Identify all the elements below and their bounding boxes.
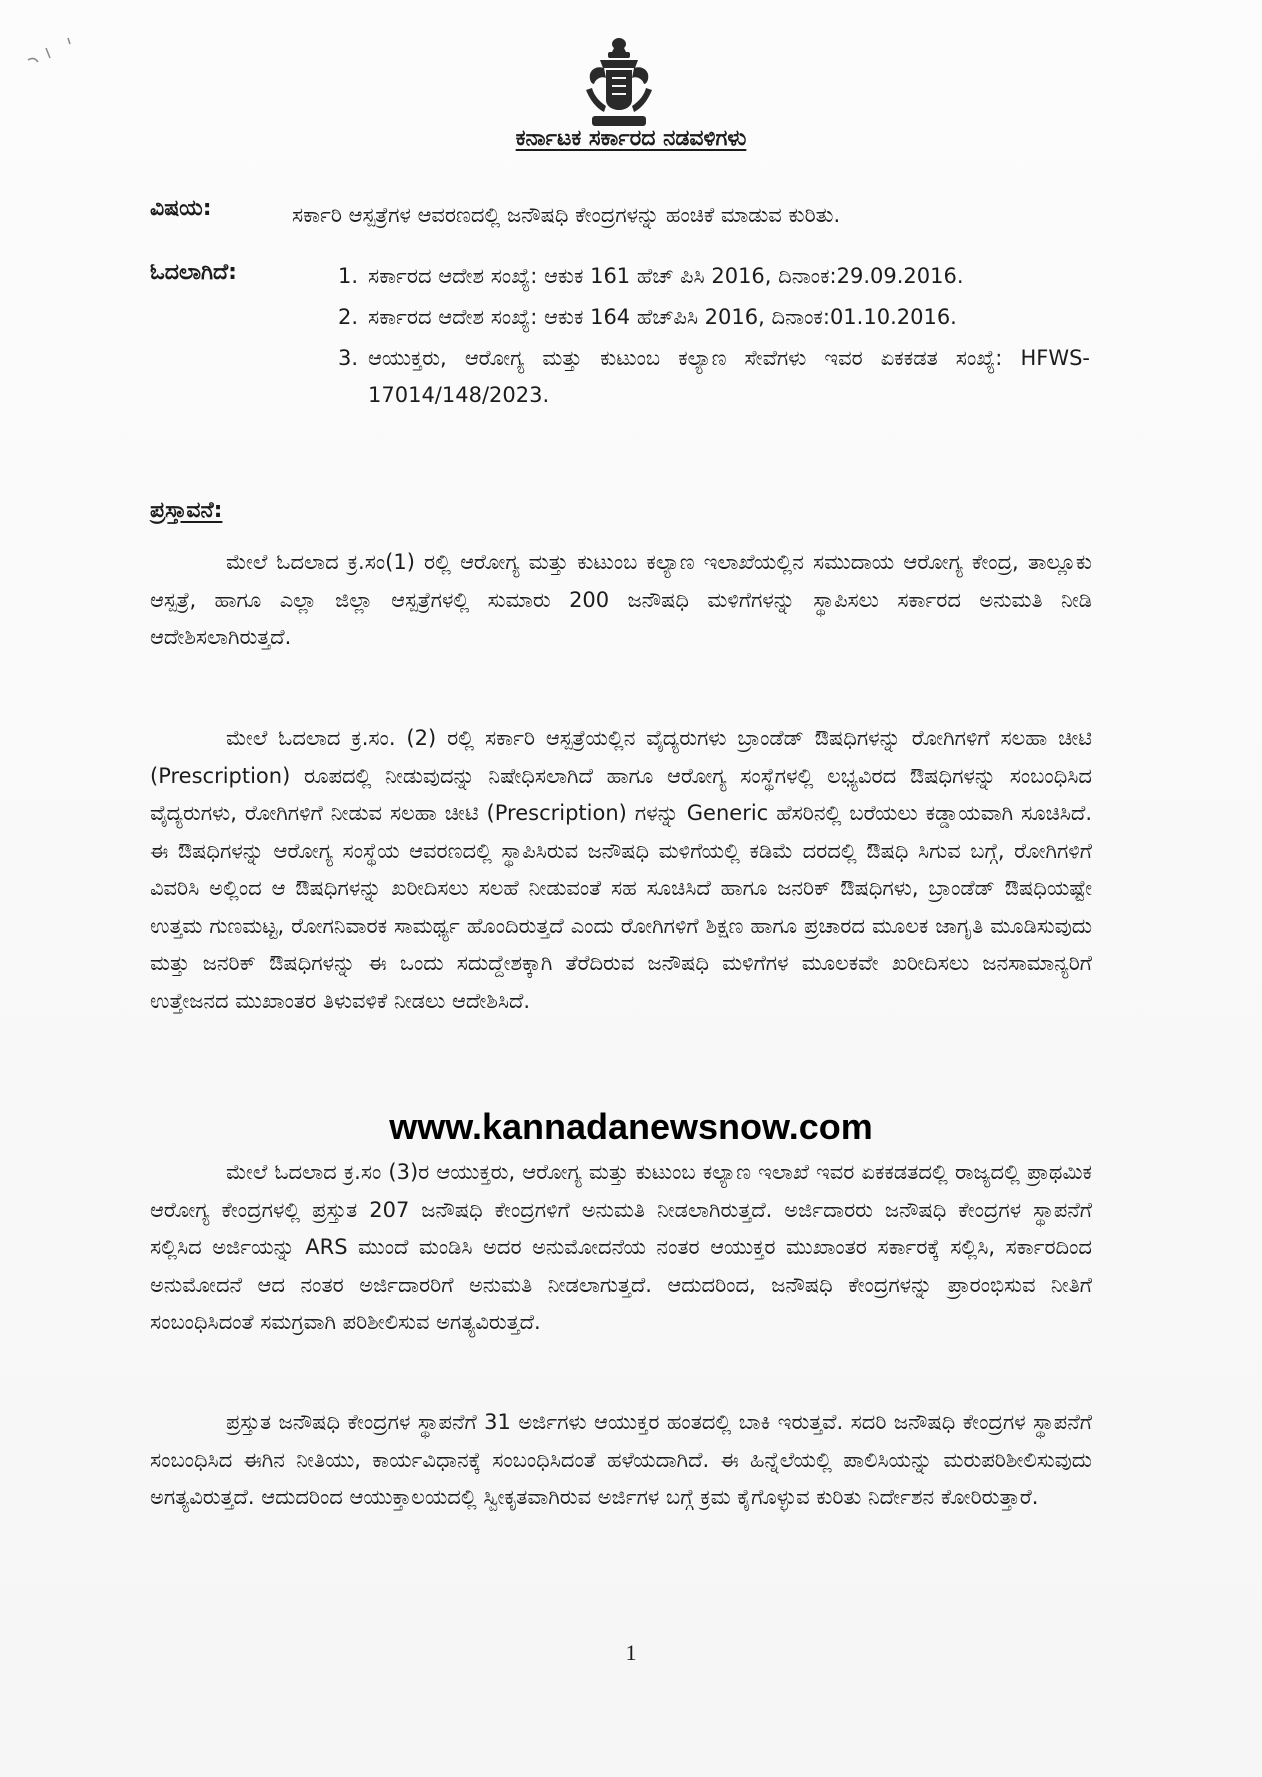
watermark-url: www.kannadanewsnow.com <box>389 1106 873 1147</box>
reference-number: 2. <box>338 305 359 329</box>
scan-marks <box>18 30 98 100</box>
reference-number: 3. <box>338 346 359 370</box>
references-label: ಓದಲಾಗಿದೆ: <box>150 260 237 285</box>
reference-item <box>338 258 1090 295</box>
reference-text: ಸರ್ಕಾರದ ಆದೇಶ ಸಂಖ್ಯೆ: ಆಕುಕ 164 ಹೆಚ್‌ಪಿಸಿ 2016, ದಿನಾಂಕ:01.10.2016. <box>368 305 957 329</box>
reference-item <box>338 340 1090 414</box>
references-list <box>338 258 1090 418</box>
preamble-paragraph-3: ಮೇಲೆ ಓದಲಾದ ಕ್ರ.ಸಂ (3)ರ ಆಯುಕ್ತರು, ಆರೋಗ್ಯ ಮತ್ತು ಕುಟುಂಬ ಕಲ್ಯಾಣ ಇಲಾಖೆ ಇವರ ಏಕಕಡತದಲ್ಲಿ ರಾಜ್ಯದಲ್ಲಿ ಪ್ರಾಥಮಿಕ ಆರೋಗ್ಯ ಕೇಂದ್ರಗಳಲ್ಲಿ ಪ್ರಸ್ತುತ 207 ಜನೌಷಧಿ ಕೇಂದ್ರಗಳಿಗೆ ಅನುಮತಿ ನೀಡಲಾಗಿರುತ್ತದೆ. ಅರ್ಜಿದಾರರು ಜನೌಷಧಿ ಕೇಂದ್ರಗಳ ಸ್ಥಾಪನೆಗೆ ಸಲ್ಲಿಸಿದ ಅರ್ಜಿಯನ್ನು ARS ಮುಂದೆ ಮಂಡಿಸಿ ಅದರ ಅನುಮೋದನೆಯ ನಂತರ ಆಯುಕ್ತರ ಮುಖಾಂತರ ಸರ್ಕಾರಕ್ಕೆ ಸಲ್ಲಿಸಿ, ಸರ್ಕಾರದಿಂದ ಅನುಮೋದನೆ ಆದ ನಂತರ ಅರ್ಜಿದಾರರಿಗೆ ಅನುಮತಿ ನೀಡಲಾಗುತ್ತದೆ. ಆದುದರಿಂದ, ಜನೌಷಧಿ ಕೇಂದ್ರಗಳನ್ನು ಪ್ರಾರಂಭಿಸುವ ನೀತಿಗೆ ಸಂಬಂಧಿಸಿದಂತೆ ಸಮಗ್ರವಾಗಿ ಪರಿಶೀಲಿಸುವ ಅಗತ್ಯವಿರುತ್ತದೆ. <box>150 1160 1092 1334</box>
subject-label: ವಿಷಯ: <box>150 196 212 221</box>
preamble-heading: ಪ್ರಸ್ತಾವನೆ: <box>150 498 223 523</box>
subject-text: ಸರ್ಕಾರಿ ಆಸ್ಪತ್ರೆಗಳ ಆವರಣದಲ್ಲಿ ಜನೌಷಧಿ ಕೇಂದ್ರಗಳನ್ನು ಹಂಚಿಕೆ ಮಾಡುವ ಕುರಿತು. <box>292 203 841 227</box>
document-title: ಕರ್ನಾಟಕ ಸರ್ಕಾರದ ನಡವಳಿಗಳು <box>515 126 747 151</box>
preamble-paragraph-2: ಮೇಲೆ ಓದಲಾದ ಕ್ರ.ಸಂ. (2) ರಲ್ಲಿ ಸರ್ಕಾರಿ ಆಸ್ಪತ್ರೆಯಲ್ಲಿನ ವೈದ್ಯರುಗಳು ಬ್ರಾಂಡೆಡ್ ಔಷಧಿಗಳನ್ನು ರೋಗಿಗಳಿಗೆ ಸಲಹಾ ಚೀಟಿ (Prescription) ರೂಪದಲ್ಲಿ ನೀಡುವುದನ್ನು ನಿಷೇಧಿಸಲಾಗಿದೆ ಹಾಗೂ ಆರೋಗ್ಯ ಸಂಸ್ಥೆಗಳಲ್ಲಿ ಲಭ್ಯವಿರದ ಔಷಧಿಗಳನ್ನು ಸಂಬಂಧಿಸಿದ ವೈದ್ಯರುಗಳು, ರೋಗಿಗಳಿಗೆ ನೀಡುವ ಸಲಹಾ ಚೀಟಿ (Prescription) ಗಳನ್ನು Generic ಹೆಸರಿನಲ್ಲಿ ಬರೆಯಲು ಕಡ್ಡಾಯವಾಗಿ ಸೂಚಿಸಿದೆ. ಈ ಔಷಧಿಗಳನ್ನು ಆರೋಗ್ಯ ಸಂಸ್ಥೆಯ ಆವರಣದಲ್ಲಿ ಸ್ಥಾಪಿಸಿರುವ ಜನೌಷಧಿ ಮಳಿಗೆಯಲ್ಲಿ ಕಡಿಮೆ ದರದಲ್ಲಿ ಔಷಧಿ ಸಿಗುವ ಬಗ್ಗೆ, ರೋಗಿಗಳಿಗೆ ವಿವರಿಸಿ ಅಲ್ಲಿಂದ ಆ ಔಷಧಿಗಳನ್ನು ಖರೀದಿಸಲು ಸಲಹೆ ನೀಡುವಂತೆ ಸಹ ಸೂಚಿಸಿದೆ ಹಾಗೂ ಜನರಿಕ್ ಔಷಧಿಗಳು, ಬ್ರಾಂಡೆಡ್ ಔಷಧಿಯಷ್ಟೇ ಉತ್ತಮ ಗುಣಮಟ್ಟ, ರೋಗನಿವಾರಕ ಸಾಮರ್ಥ್ಯ ಹೊಂದಿರುತ್ತದೆ ಎಂದು ರೋಗಿಗಳಿಗೆ ಶಿಕ್ಷಣ ಹಾಗೂ ಪ್ರಚಾರದ ಮೂಲಕ ಜಾಗೃತಿ ಮೂಡಿಸುವುದು ಮತ್ತು ಜನರಿಕ್ ಔಷಧಿಗಳನ್ನು ಈ ಒಂದು ಸದುದ್ದೇಶಕ್ಕಾಗಿ ತೆರೆದಿರುವ ಜನೌಷಧಿ ಮಳಿಗೆಗಳ ಮೂಲಕವೇ ಖರೀದಿಸಲು ಜನಸಾಮಾನ್ಯರಿಗೆ ಉತ್ತೇಜನದ ಮುಖಾಂತರ ತಿಳುವಳಿಕೆ ನೀಡಲು ಆದೇಶಿಸಿದೆ. <box>150 726 1092 1013</box>
page-number: 1 <box>625 1640 637 1665</box>
reference-text: ಆಯುಕ್ತರು, ಆರೋಗ್ಯ ಮತ್ತು ಕುಟುಂಬ ಕಲ್ಯಾಣ ಸೇವೆಗಳು ಇವರ ಏಕಕಡತ ಸಂಖ್ಯೆ: HFWS-17014/148/2023. <box>368 346 1090 407</box>
reference-text: ಸರ್ಕಾರದ ಆದೇಶ ಸಂಖ್ಯೆ: ಆಕುಕ 161 ಹೆಚ್ ಪಿಸಿ 2016, ದಿನಾಂಕ:29.09.2016. <box>368 264 964 288</box>
state-emblem-icon <box>578 34 660 134</box>
preamble-paragraph-4: ಪ್ರಸ್ತುತ ಜನೌಷಧಿ ಕೇಂದ್ರಗಳ ಸ್ಥಾಪನೆಗೆ 31 ಅರ್ಜಿಗಳು ಆಯುಕ್ತರ ಹಂತದಲ್ಲಿ ಬಾಕಿ ಇರುತ್ತವೆ. ಸದರಿ ಜನೌಷಧಿ ಕೇಂದ್ರಗಳ ಸ್ಥಾಪನೆಗೆ ಸಂಬಂಧಿಸಿದ ಈಗಿನ ನೀತಿಯು, ಕಾರ್ಯವಿಧಾನಕ್ಕೆ ಸಂಬಂಧಿಸಿದಂತೆ ಹಳೆಯದಾಗಿದೆ. ಈ ಹಿನ್ನೆಲೆಯಲ್ಲಿ ಪಾಲಿಸಿಯನ್ನು ಮರುಪರಿಶೀಲಿಸುವುದು ಅಗತ್ಯವಿರುತ್ತದೆ. ಆದುದರಿಂದ ಆಯುಕ್ತಾಲಯದಲ್ಲಿ ಸ್ವೀಕೃತವಾಗಿರುವ ಅರ್ಜಿಗಳ ಬಗ್ಗೆ ಕ್ರಮ ಕೈಗೊಳ್ಳುವ ಕುರಿತು ನಿರ್ದೇಶನ ಕೋರಿರುತ್ತಾರೆ. <box>150 1410 1092 1509</box>
reference-item <box>338 299 1090 336</box>
preamble-paragraph-1: ಮೇಲೆ ಓದಲಾದ ಕ್ರ.ಸಂ(1) ರಲ್ಲಿ ಆರೋಗ್ಯ ಮತ್ತು ಕುಟುಂಬ ಕಲ್ಯಾಣ ಇಲಾಖೆಯಲ್ಲಿನ ಸಮುದಾಯ ಆರೋಗ್ಯ ಕೇಂದ್ರ, ತಾಲ್ಲೂಕು ಆಸ್ಪತ್ರೆ, ಹಾಗೂ ಎಲ್ಲಾ ಜಿಲ್ಲಾ ಆಸ್ಪತ್ರೆಗಳಲ್ಲಿ ಸುಮಾರು 200 ಜನೌಷಧಿ ಮಳಿಗೆಗಳನ್ನು ಸ್ಥಾಪಿಸಲು ಸರ್ಕಾರದ ಅನುಮತಿ ನೀಡಿ ಆದೇಶಿಸಲಾಗಿರುತ್ತದೆ. <box>150 550 1092 649</box>
reference-number: 1. <box>338 264 359 288</box>
